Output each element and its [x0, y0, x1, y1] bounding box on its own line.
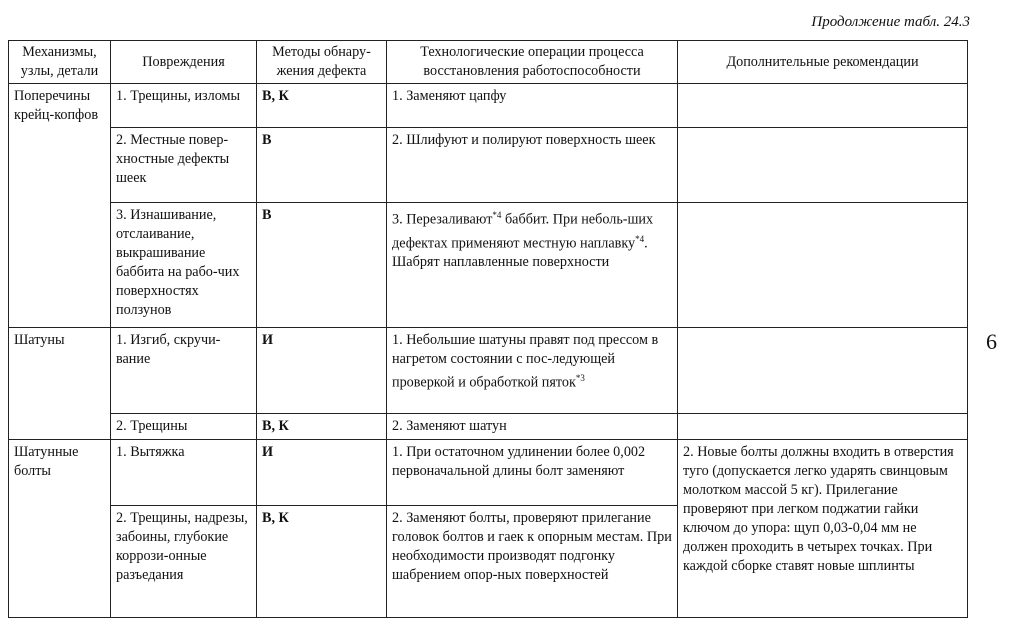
- operation-cell: [387, 328, 678, 414]
- group-name: Шатунные болты: [9, 440, 111, 618]
- table-row: [9, 328, 968, 414]
- header-operations: Технологические операции процесса восстановления работоспособности: [387, 41, 678, 84]
- header-recommendations: Дополнительные рекомендации: [678, 41, 968, 84]
- method-cell: И: [257, 328, 387, 414]
- method-cell: В: [257, 203, 387, 328]
- operation-text: . Шабрят наплавленные поверхности: [392, 235, 648, 271]
- table-caption: Продолжение табл. 24.3: [811, 14, 970, 30]
- damage-cell: 2. Трещины, надрезы, забоины, глубокие коррози-онные разъедания: [111, 506, 257, 618]
- table-row: [9, 84, 968, 128]
- damage-cell: 1. Трещины, изломы: [111, 84, 257, 128]
- header-mechanisms: Механизмы, узлы, детали: [9, 41, 111, 84]
- damage-cell: 2. Трещины: [111, 414, 257, 440]
- recommendation-cell: 2. Новые болты должны входить в отверстия туго (допускается легко ударять свинцовым молотком массой 5 кг). Прилегание проверяют при легком поджатии гайки ключом до упора: щуп 0,03-0,04 мм не должен проходить в четырех точках. При каждой сборке ставят новые шплинты: [678, 440, 968, 618]
- recommendation-cell: [678, 414, 968, 440]
- method-cell: И: [257, 440, 387, 506]
- method-cell: В, К: [257, 84, 387, 128]
- header-detection-methods: Методы обнару-жения дефекта: [257, 41, 387, 84]
- footnote-mark: *4: [492, 210, 502, 220]
- group-name: Поперечины крейц-копфов: [9, 84, 111, 328]
- operation-cell: 1. При остаточном удлинении более 0,002 первоначальной длины болт заменяют: [387, 440, 678, 506]
- footnote-mark: *3: [575, 373, 585, 383]
- method-cell: В, К: [257, 414, 387, 440]
- damage-cell: 1. Изгиб, скручи-вание: [111, 328, 257, 414]
- recommendation-cell: [678, 203, 968, 328]
- table-row: [9, 203, 968, 328]
- operation-text: баббит. При неболь-ших дефектах применяют местную наплавку: [392, 211, 654, 252]
- group-name: Шатуны: [9, 328, 111, 440]
- method-cell: В: [257, 128, 387, 203]
- operation-cell: 2. Шлифуют и полируют поверхность шеек: [387, 128, 678, 203]
- operation-text: 3. Перезаливают: [392, 211, 493, 228]
- table-row: [9, 440, 968, 506]
- damage-cell: 1. Вытяжка: [111, 440, 257, 506]
- table-row: [9, 414, 968, 440]
- operation-text: 1. Небольшие шатуны правят под прессом в нагретом состоянии с пос-ледующей проверкой и обработкой пяток: [392, 332, 659, 391]
- damage-cell: 3. Изнашивание, отслаивание, выкрашивание баббита на рабо-чих поверхностях ползунов: [111, 203, 257, 328]
- repair-table: [8, 40, 968, 618]
- operation-cell: [387, 203, 678, 328]
- operation-cell: 2. Заменяют шатун: [387, 414, 678, 440]
- damage-cell: 2. Местные повер-хностные дефекты шеек: [111, 128, 257, 203]
- recommendation-cell: [678, 84, 968, 128]
- operation-cell: 1. Заменяют цапфу: [387, 84, 678, 128]
- page-number: 6: [986, 329, 997, 354]
- table-row: [9, 128, 968, 203]
- recommendation-cell: [678, 328, 968, 414]
- operation-cell: 2. Заменяют болты, проверяют прилегание головок болтов и гаек к опорным местам. При необходимости производят подгонку шабрением опор-ных поверхностей: [387, 506, 678, 618]
- header-damages: Повреждения: [111, 41, 257, 84]
- footnote-mark: *4: [635, 233, 645, 244]
- recommendation-cell: [678, 128, 968, 203]
- method-cell: В, К: [257, 506, 387, 618]
- header-row: [9, 41, 968, 84]
